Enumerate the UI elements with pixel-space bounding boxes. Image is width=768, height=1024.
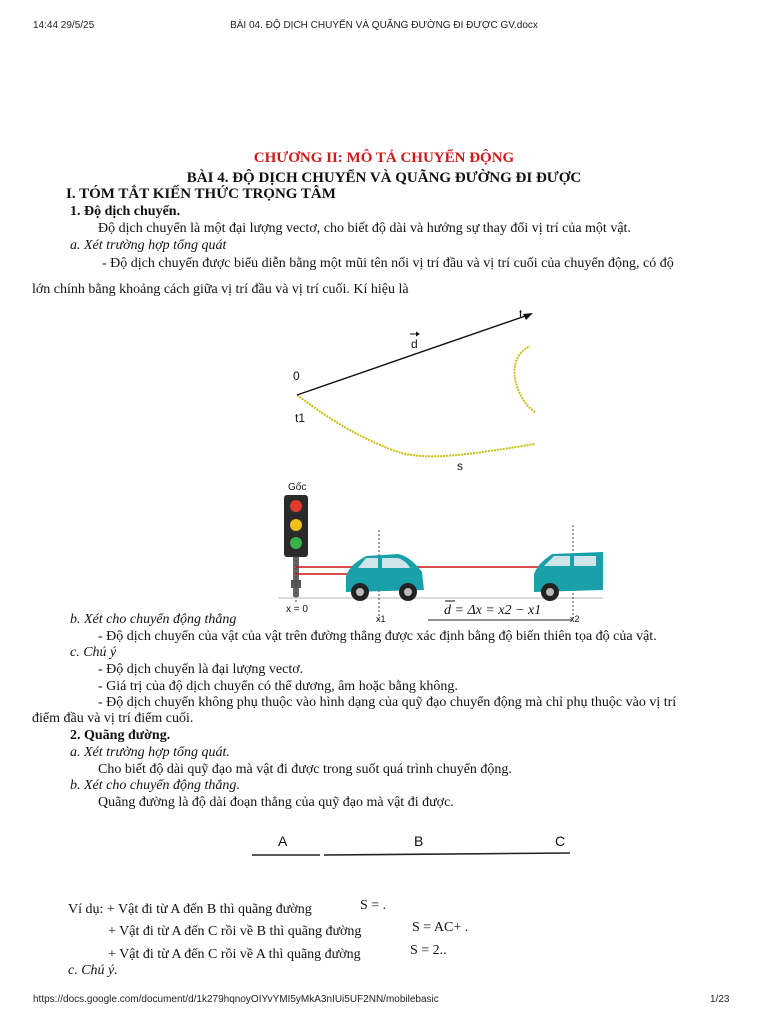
label-x2: x2 <box>570 614 580 624</box>
definition-1: Độ dịch chuyển là một đại lượng vectơ, cho biết độ dài và hướng sự thay đổi vị trí của một vật. <box>98 221 631 236</box>
case-b-line: - Độ dịch chuyển của vật của vật trên đường thẳng được xác định bằng độ biến thiên tọa độ của vật. <box>98 629 657 644</box>
case-a-line-2: lớn chính bằng khoảng cách giữa vị trí đầu và vị trí cuối. Kí hiệu là <box>32 282 409 297</box>
case-2a-line: Cho biết độ dài quỹ đạo mà vật đi được trong suốt quá trình chuyển động. <box>98 762 512 777</box>
displacement-figure <box>285 306 545 482</box>
label-origin: 0 <box>293 369 300 383</box>
note-3b: điểm đầu và vị trí điểm cuối. <box>32 711 194 726</box>
abc-line-figure <box>248 828 578 864</box>
note-c2-heading: c. Chú ý. <box>68 963 118 978</box>
case-a-line-1: - Độ dịch chuyển được biểu diễn bằng một mũi tên nối vị trí đầu và vị trí cuối của chuyển động, có độ <box>102 256 674 271</box>
car-start-icon <box>346 554 424 601</box>
lesson-title: BÀI 4. ĐỘ DỊCH CHUYỂN VÀ QUÃNG ĐƯỜNG ĐI ĐƯỢC <box>186 170 582 186</box>
point-b: B <box>414 833 424 849</box>
trajectory-curve <box>297 395 535 456</box>
label-s: s <box>457 459 463 473</box>
example-1-formula: S = . <box>360 898 387 913</box>
example-1: Ví dụ: + Vật đi từ A đến B thì quãng đường <box>68 902 312 917</box>
note-3a: - Độ dịch chuyển không phụ thuộc vào hình dạng của quỹ đạo chuyển động mà chỉ phụ thuộc vào vị trí <box>98 695 677 710</box>
footer-url[interactable]: https://docs.google.com/document/d/1k279hqnoyOIYvYMI5yMkA3nIUi5UF2NN/mobilebasic <box>33 994 439 1005</box>
label-t1: t1 <box>295 411 306 425</box>
case-2a-heading: a. Xét trường hợp tổng quát. <box>70 745 230 760</box>
trajectory-hook <box>514 346 535 412</box>
case-2b-heading: b. Xét cho chuyển động thẳng. <box>70 778 240 793</box>
straight-motion-figure <box>278 480 603 630</box>
example-2-formula: S = AC+ . <box>412 920 469 935</box>
section-heading: I. TÓM TẮT KIẾN THỨC TRỌNG TÂM <box>66 186 336 202</box>
point-a: A <box>278 833 288 849</box>
case-2b-line: Quãng đường là độ dài đoạn thẳng của quỹ đạo mà vật đi được. <box>98 795 454 810</box>
note-1: - Độ dịch chuyển là đại lượng vectơ. <box>98 662 304 677</box>
displacement-vector <box>297 314 531 395</box>
example-2: + Vật đi từ A đến C rồi về B thì quãng đường <box>108 924 362 939</box>
case-b-heading: b. Xét cho chuyển động thẳng <box>70 612 237 627</box>
footer-page-number: 1/23 <box>710 994 730 1005</box>
example-3-formula: S = 2.. <box>410 943 447 958</box>
example-3: + Vật đi từ A đến C rồi về A thì quãng đường <box>108 947 361 962</box>
chapter-title: CHƯƠNG II: MÔ TẢ CHUYỂN ĐỘNG <box>253 150 515 166</box>
label-origin-goc: Gốc <box>288 482 307 493</box>
print-time: 14:44 29/5/25 <box>33 20 95 31</box>
label-t: t <box>519 307 523 321</box>
subheading-2: 2. Quãng đường. <box>70 728 171 743</box>
displacement-formula: d = Δx = x2 − x1 <box>444 603 542 618</box>
case-a-heading: a. Xét trường hợp tổng quát <box>70 238 227 253</box>
print-doc-title: BÀI 04. ĐỘ DỊCH CHUYỂN VÀ QUÃNG ĐƯỜNG ĐI ĐƯỢC GV.docx <box>230 20 538 31</box>
displacement-arrowhead <box>523 313 533 320</box>
label-d: d <box>411 337 418 351</box>
note-c-heading: c. Chú ý <box>70 645 117 660</box>
label-x1: x1 <box>376 614 386 624</box>
point-c: C <box>555 833 566 849</box>
car-end-icon <box>534 552 603 601</box>
label-x0: x = 0 <box>286 604 308 615</box>
subheading-1: 1. Độ dịch chuyển. <box>70 204 181 219</box>
note-2: - Giá trị của độ dịch chuyển có thể dương, âm hoặc bằng không. <box>98 679 458 694</box>
